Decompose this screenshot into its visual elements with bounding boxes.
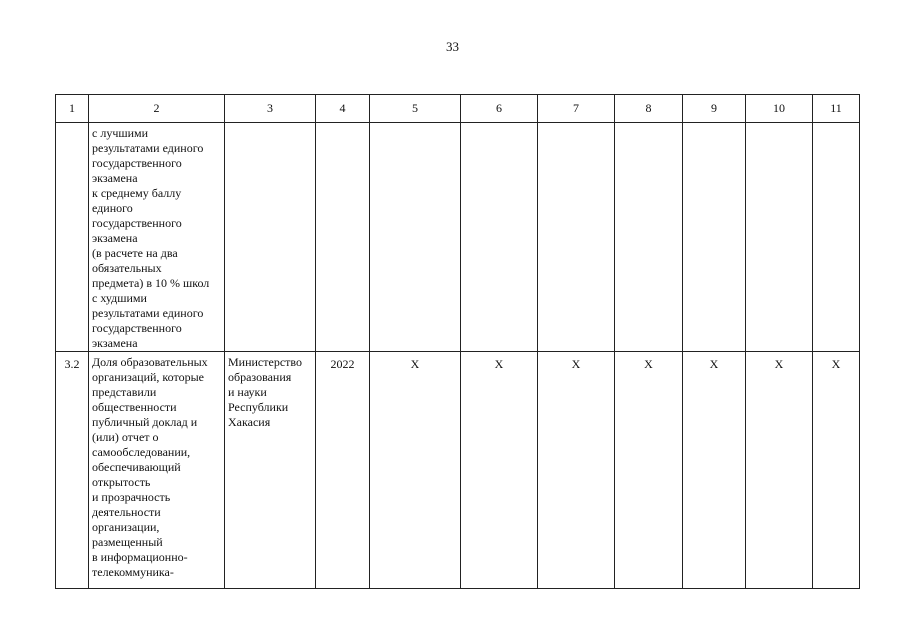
row-number-cell [56,123,89,352]
header-cell: 11 [813,95,860,123]
table-row [56,123,860,352]
row-number-cell: 3.2 [56,352,89,589]
value-cell: Х [683,352,746,589]
value-cell: Х [461,352,538,589]
indicator-cell: Доля образовательных организаций, которые представили общественности публичный доклад и (или) отчет о самообследовании, обеспечивающий открытость и прозрачность деятельности организации, размещенный в информационно- телекоммуника- [89,352,225,589]
value-cell [746,123,813,352]
header-cell: 1 [56,95,89,123]
value-cell [461,123,538,352]
value-cell: Х [746,352,813,589]
value-cell [683,123,746,352]
value-cell: Х [538,352,615,589]
header-cell: 4 [316,95,370,123]
header-cell: 6 [461,95,538,123]
header-cell: 7 [538,95,615,123]
year-cell: 2022 [316,352,370,589]
value-cell: Х [615,352,683,589]
responsible-cell: Министерство образования и науки Республики Хакасия [225,352,316,589]
value-cell [615,123,683,352]
header-cell: 3 [225,95,316,123]
header-cell: 5 [370,95,461,123]
responsible-cell [225,123,316,352]
value-cell [370,123,461,352]
indicator-cell: с лучшими результатами единого государственного экзамена к среднему баллу единого государственного экзамена (в расчете на два обязательных предмета) в 10 % школ с худшими результатами единого государственного экзамена [89,123,225,352]
page-number: 33 [446,39,459,54]
header-cell: 10 [746,95,813,123]
header-row [56,95,860,123]
table-row [56,352,860,589]
header-cell: 9 [683,95,746,123]
header-cell: 2 [89,95,225,123]
value-cell: Х [370,352,461,589]
value-cell [813,123,860,352]
header-cell: 8 [615,95,683,123]
data-table [55,94,860,589]
value-cell: Х [813,352,860,589]
year-cell [316,123,370,352]
value-cell [538,123,615,352]
